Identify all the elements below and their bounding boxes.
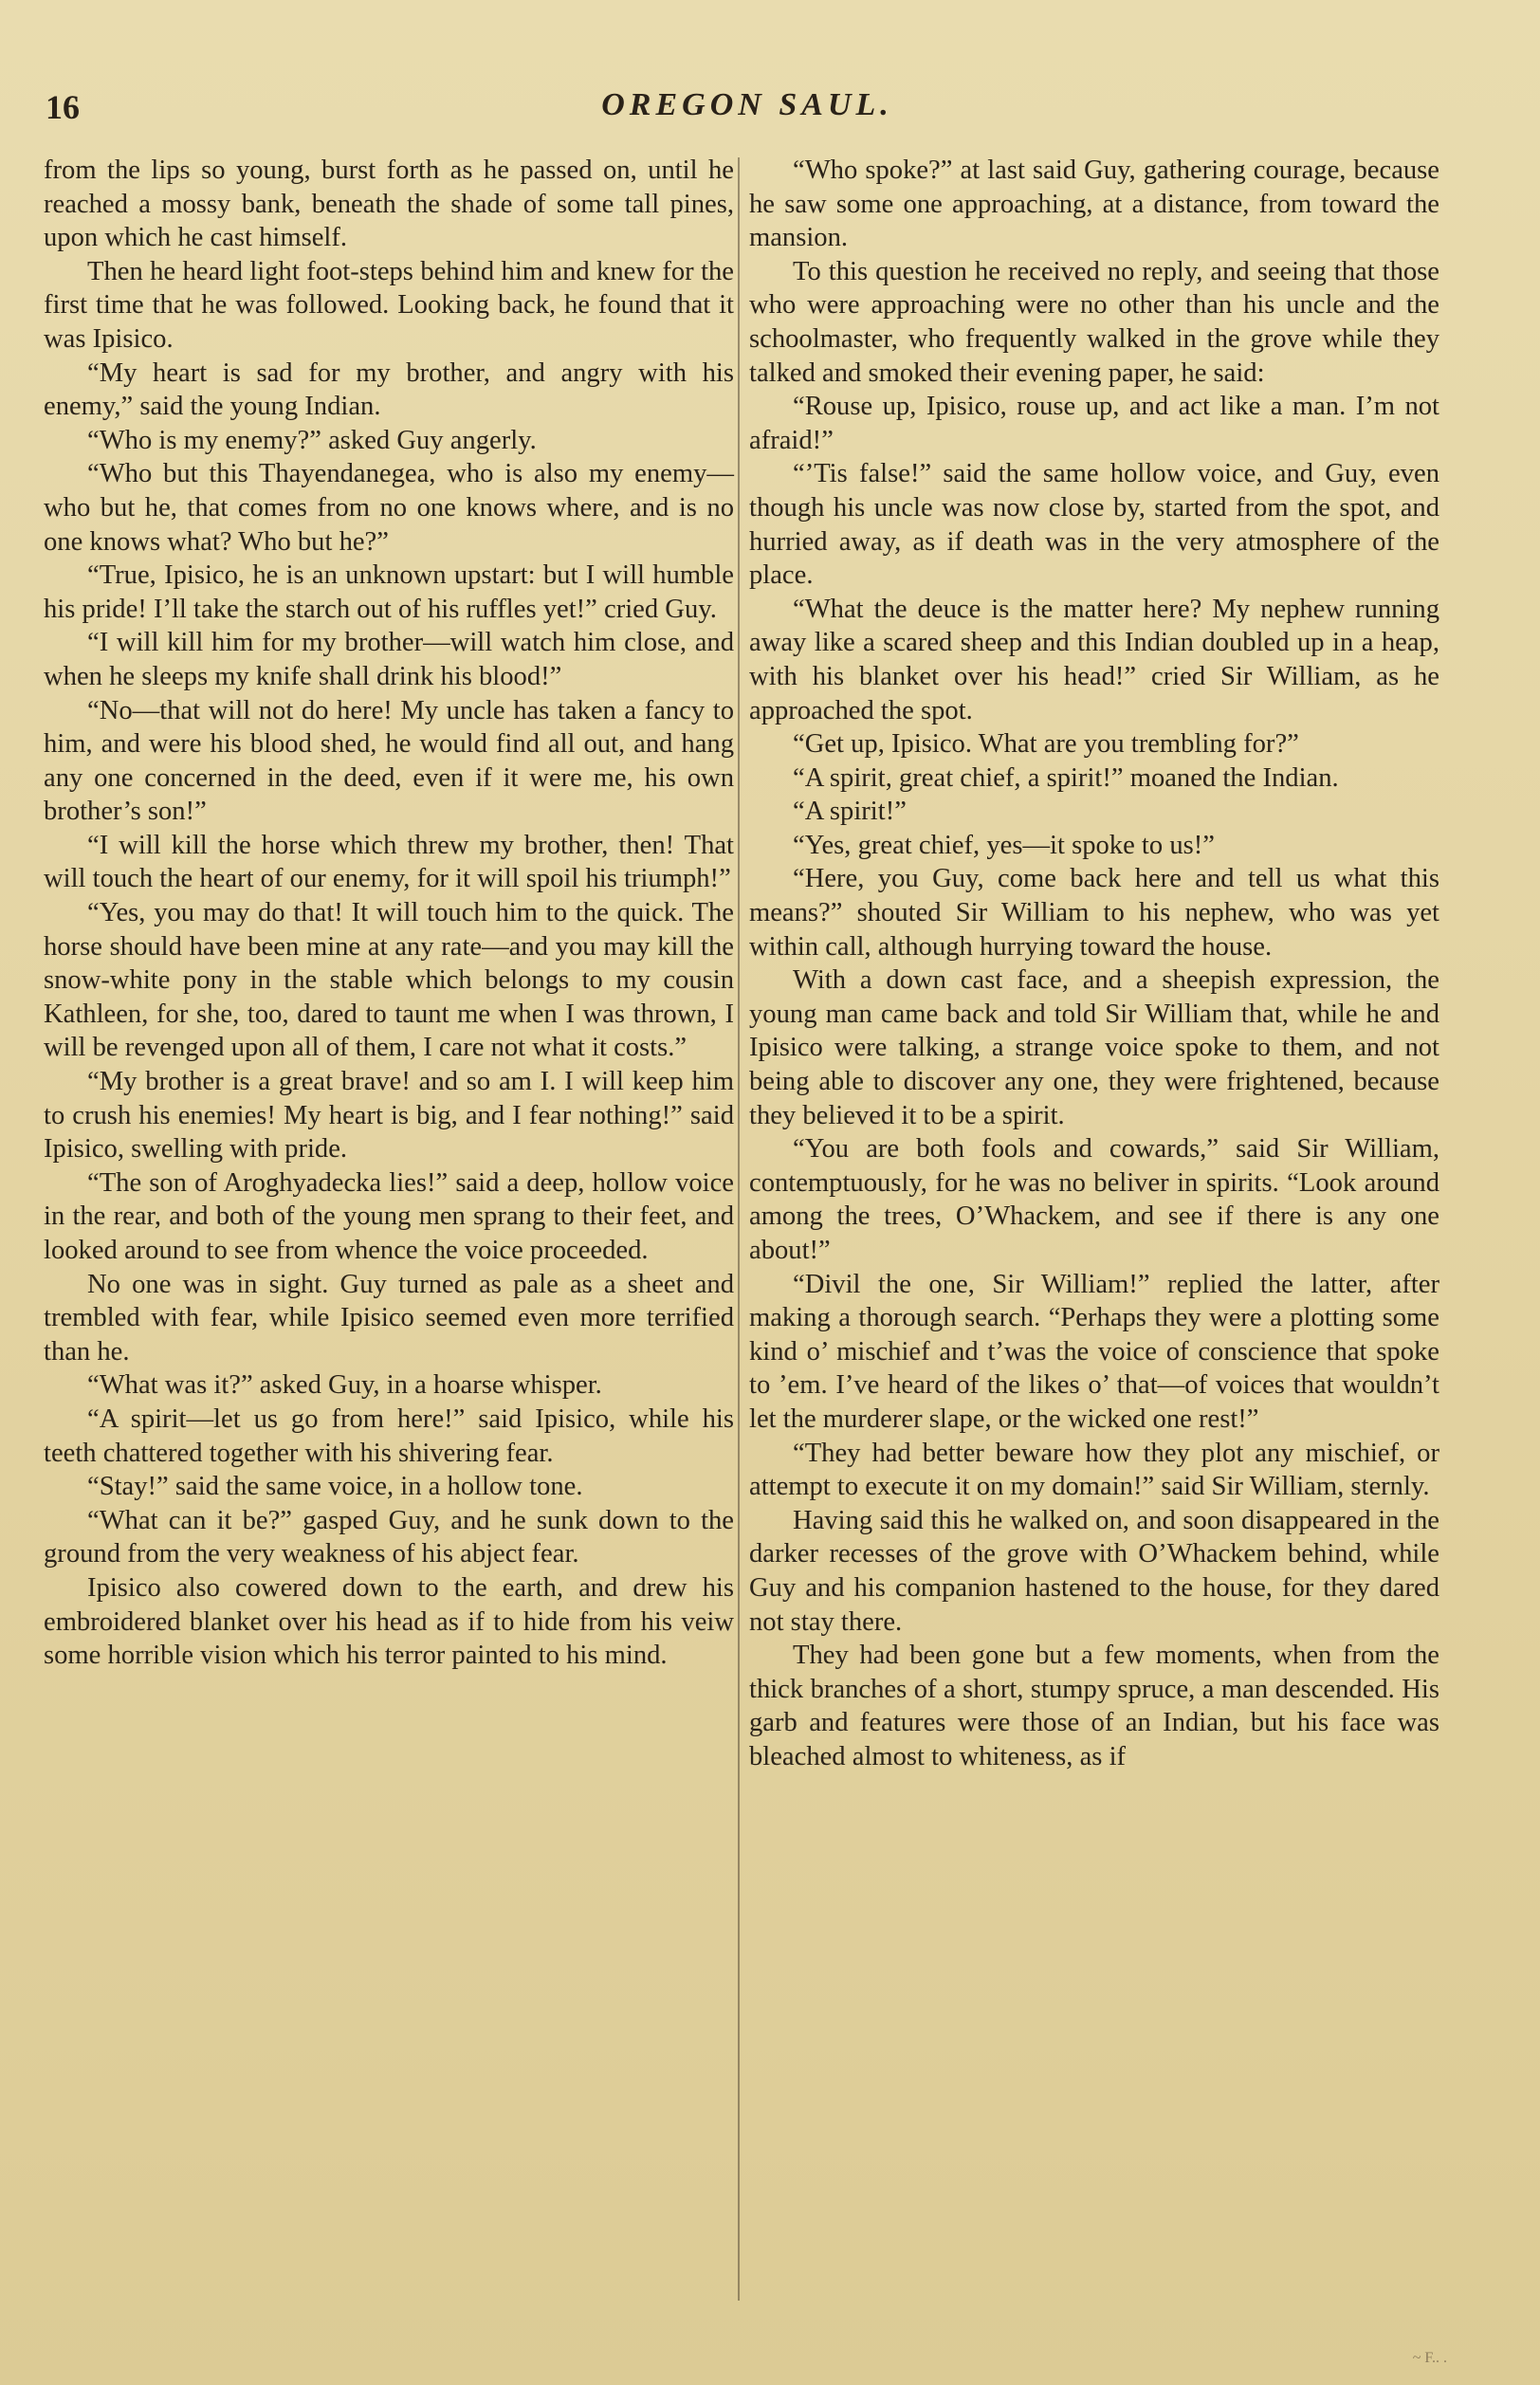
paragraph: “Rouse up, Ipisico, rouse up, and act like a man. I’m not afraid!” bbox=[749, 392, 1439, 455]
paragraph: “My heart is sad for my brother, and angry with his enemy,” said the young Indian. bbox=[44, 358, 734, 422]
footer-mark: ~ F.. . bbox=[1412, 2350, 1447, 2366]
paragraph: “Who spoke?” at last said Guy, gathering courage, because he saw some one approaching, at a distance, from toward the mansion. bbox=[749, 156, 1439, 253]
paragraph: “Get up, Ipisico. What are you trembling for?” bbox=[793, 729, 1299, 760]
paragraph: “Divil the one, Sir William!” replied the latter, after making a thorough search. “Perhaps they were a plotting some kind o’ mischief and t’was the voice of conscience that spoke to ’em. I’ve heard of the likes o’ that—of voices that wouldn’t let the murderer slape, or the wicked one rest!” bbox=[749, 1269, 1439, 1434]
right-column bbox=[749, 154, 1439, 1774]
paragraph: from the lips so young, burst forth as he passed on, until he reached a mossy bank, beneath the shade of some tall pines, upon which he cast himself. bbox=[44, 156, 734, 253]
paragraph: “I will kill him for my brother—will watch him close, and when he sleeps my knife shall drink his blood!” bbox=[44, 628, 734, 691]
paragraph: “Who but this Thayendanegea, who is also my enemy—who but he, that comes from no one knows where, and is no one knows what? Who but he?” bbox=[44, 459, 734, 557]
left-column bbox=[44, 154, 734, 1673]
paragraph: “Stay!” said the same voice, in a hollow tone. bbox=[87, 1472, 583, 1502]
paragraph: “What the deuce is the matter here? My nephew running away like a scared sheep and this Indian doubled up in a heap, with his blanket over his head!” cried Sir William, as he approached the spot. bbox=[749, 594, 1439, 725]
paragraph: To this question he received no reply, and seeing that those who were approaching were no other than his uncle and the schoolmaster, who frequently walked in the grove while they talked and smoked their evening paper, he said: bbox=[749, 256, 1439, 388]
paragraph: “Yes, you may do that! It will touch him to the quick. The horse should have been mine at any rate—and you may kill the snow-white pony in the stable which belongs to my cousin Kathleen, for she, too, dared to taunt me when I was thrown, I will be revenged upon all of them, I care not what it costs.” bbox=[44, 898, 734, 1063]
paragraph: “My brother is a great brave! and so am I. I will keep him to crush his enemies! My heart is big, and I fear nothing!” said Ipisico, swelling with pride. bbox=[44, 1067, 734, 1165]
paragraph: “I will kill the horse which threw my brother, then! That will touch the heart of our enemy, for it will spoil his triumph!” bbox=[44, 830, 734, 894]
running-title: OREGON SAUL. bbox=[601, 87, 893, 122]
paragraph: Having said this he walked on, and soon disappeared in the darker recesses of the grove with O’Whackem behind, while Guy and his companion hastened to the house, for they dared not stay there. bbox=[749, 1505, 1439, 1637]
paragraph: “Here, you Guy, come back here and tell us what this means?” shouted Sir William to his nephew, who was yet within call, although hurrying toward the house. bbox=[749, 864, 1439, 962]
paragraph: With a down cast face, and a sheepish expression, the young man came back and told Sir William that, while he and Ipisico were talking, a strange voice spoke to them, and not being able to discover any one, they were frightened, because they believed it to be a spirit. bbox=[749, 965, 1439, 1130]
paragraph: “A spirit, great chief, a spirit!” moaned the Indian. bbox=[793, 762, 1339, 793]
paragraph: “What was it?” asked Guy, in a hoarse whisper. bbox=[87, 1370, 602, 1401]
paragraph: “’Tis false!” said the same hollow voice, and Guy, even though his uncle was now close by, started from the spot, and hurried away, as if death was in the very atmosphere of the place. bbox=[749, 459, 1439, 591]
paragraph: “You are both fools and cowards,” said Sir William, contemptuously, for he was no beliver in spirits. “Look around among the trees, O’Whackem, and see if there is any one about!” bbox=[749, 1134, 1439, 1265]
column-divider bbox=[738, 157, 740, 2301]
paragraph: “Yes, great chief, yes—it spoke to us!” bbox=[793, 830, 1215, 860]
paragraph: They had been gone but a few moments, when from the thick branches of a short, stumpy spruce, a man descended. His garb and features were those of an Indian, but his face was bleached almost to whiteness, as if bbox=[749, 1641, 1439, 1771]
paragraph: “A spirit—let us go from here!” said Ipisico, while his teeth chattered together with his shivering fear. bbox=[44, 1403, 734, 1468]
paragraph: Then he heard light foot-steps behind him and knew for the first time that he was followed. Looking back, he found that it was Ipisico. bbox=[44, 256, 734, 354]
page-number: 16 bbox=[46, 88, 80, 126]
paragraph: “True, Ipisico, he is an unknown upstart: but I will humble his pride! I’ll take the starch out of his ruffles yet!” cried Guy. bbox=[44, 560, 734, 624]
paragraph: “The son of Aroghyadecka lies!” said a deep, hollow voice in the rear, and both of the young men sprang to their feet, and looked around to see from whence the voice proceeded. bbox=[44, 1167, 734, 1265]
paragraph: “A spirit!” bbox=[793, 797, 907, 827]
paragraph: No one was in sight. Guy turned as pale as a sheet and trembled with fear, while Ipisico seemed even more terrified than he. bbox=[44, 1269, 734, 1367]
paragraph: “They had better beware how they plot any mischief, or attempt to execute it on my domain!” said Sir William, sternly. bbox=[749, 1438, 1439, 1502]
paragraph: “What can it be?” gasped Guy, and he sunk down to the ground from the very weakness of his abject fear. bbox=[44, 1505, 734, 1569]
paragraph: Ipisico also cowered down to the earth, and drew his embroidered blanket over his head as if to hide from his veiw some horrible vision which his terror painted to his mind. bbox=[44, 1572, 734, 1671]
page-header bbox=[46, 87, 1449, 129]
paragraph: “No—that will not do here! My uncle has taken a fancy to him, and were his blood shed, he would find all out, and hang any one concerned in the deed, even if it were me, his own brother’s son!” bbox=[44, 695, 734, 827]
paragraph: “Who is my enemy?” asked Guy angerly. bbox=[87, 425, 537, 455]
